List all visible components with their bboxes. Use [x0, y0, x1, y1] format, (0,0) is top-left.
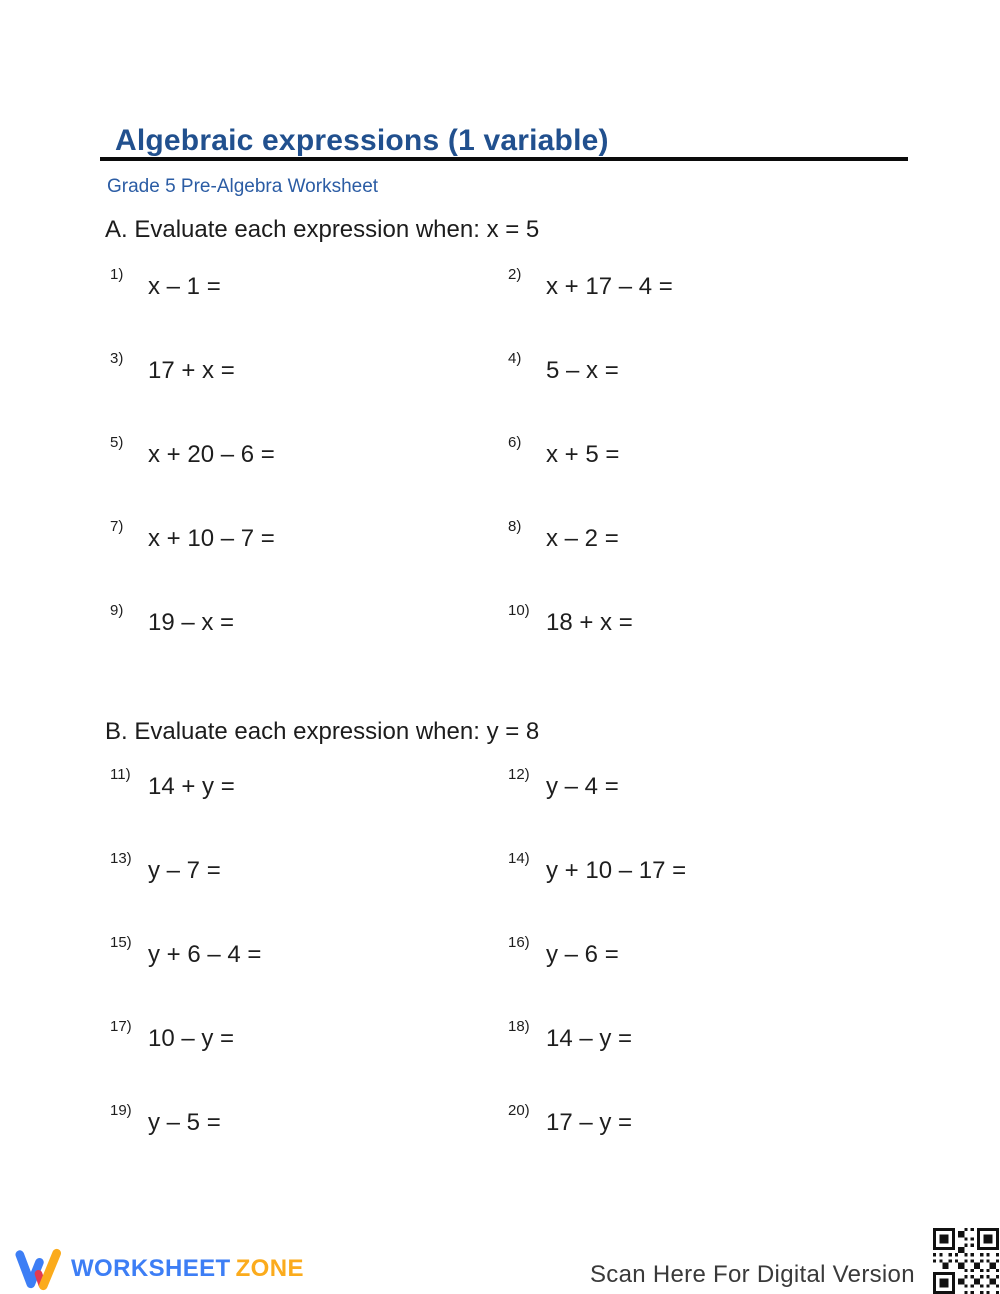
problem-expression: 10 – y =	[148, 1025, 235, 1052]
logo-word-zone: ZONE	[235, 1255, 304, 1282]
problem-expression: 17 – y =	[546, 1109, 633, 1136]
problem-item	[110, 350, 508, 434]
problem-expression: 14 + y =	[148, 773, 235, 800]
scan-here-text: Scan Here For Digital Version	[590, 1261, 915, 1288]
problem-item	[110, 1018, 508, 1102]
problem-item	[508, 602, 908, 686]
problem-number: 10)	[508, 602, 530, 619]
section-b-problems	[110, 766, 908, 1186]
problem-number: 13)	[110, 850, 132, 867]
problem-expression: x – 2 =	[546, 525, 619, 552]
problem-expression: x + 20 – 6 =	[148, 441, 275, 468]
problem-item	[110, 1102, 508, 1186]
problem-number: 4)	[508, 350, 522, 367]
problem-number: 16)	[508, 934, 530, 951]
problem-expression: 18 + x =	[546, 609, 633, 636]
problem-item	[110, 266, 508, 350]
problem-expression: x + 17 – 4 =	[546, 273, 673, 300]
problem-expression: x – 1 =	[148, 273, 221, 300]
title-underline	[100, 157, 908, 161]
problem-expression: y + 6 – 4 =	[148, 941, 262, 968]
problem-item	[508, 1102, 908, 1186]
logo-word-worksheet: WORKSHEET	[71, 1255, 231, 1282]
problem-number: 2)	[508, 266, 522, 283]
problem-item	[110, 434, 508, 518]
worksheetzone-w-icon	[14, 1246, 62, 1292]
problem-expression: y + 10 – 17 =	[546, 857, 687, 884]
problem-number: 20)	[508, 1102, 530, 1119]
problem-expression: y – 4 =	[546, 773, 619, 800]
problem-item	[110, 934, 508, 1018]
problem-item	[508, 518, 908, 602]
problem-number: 11)	[110, 766, 131, 783]
section-a-problems	[110, 266, 908, 686]
problem-expression: x + 5 =	[546, 441, 620, 468]
problem-item	[508, 1018, 908, 1102]
problem-number: 19)	[110, 1102, 132, 1119]
problem-number: 15)	[110, 934, 132, 951]
problem-item	[508, 266, 908, 350]
problem-number: 7)	[110, 518, 124, 535]
problem-item	[508, 934, 908, 1018]
problem-number: 1)	[110, 266, 124, 283]
section-a-heading: A. Evaluate each expression when: x = 5	[105, 216, 540, 243]
problem-expression: 14 – y =	[546, 1025, 633, 1052]
problem-number: 12)	[508, 766, 530, 783]
problem-expression: 17 + x =	[148, 357, 235, 384]
problem-item	[110, 850, 508, 934]
problem-number: 18)	[508, 1018, 530, 1035]
problem-item	[110, 518, 508, 602]
problem-item	[110, 766, 508, 850]
problem-item	[110, 602, 508, 686]
problem-number: 9)	[110, 602, 124, 619]
worksheetzone-logo-text	[71, 1255, 304, 1283]
qr-code	[933, 1228, 999, 1294]
problem-expression: x + 10 – 7 =	[148, 525, 275, 552]
problem-item	[508, 350, 908, 434]
worksheetzone-logo	[14, 1246, 304, 1292]
problem-expression: y – 6 =	[546, 941, 619, 968]
problem-expression: y – 5 =	[148, 1109, 221, 1136]
page-title: Algebraic expressions (1 variable)	[115, 124, 609, 157]
problem-expression: 19 – x =	[148, 609, 235, 636]
problem-number: 6)	[508, 434, 522, 451]
problem-item	[508, 850, 908, 934]
worksheet-subtitle: Grade 5 Pre-Algebra Worksheet	[107, 176, 379, 197]
problem-number: 14)	[508, 850, 530, 867]
problem-number: 8)	[508, 518, 522, 535]
problem-number: 17)	[110, 1018, 132, 1035]
problem-item	[508, 766, 908, 850]
problem-number: 5)	[110, 434, 124, 451]
problem-expression: 5 – x =	[546, 357, 619, 384]
problem-item	[508, 434, 908, 518]
problem-number: 3)	[110, 350, 124, 367]
section-b-heading: B. Evaluate each expression when: y = 8	[105, 718, 540, 745]
problem-expression: y – 7 =	[148, 857, 221, 884]
